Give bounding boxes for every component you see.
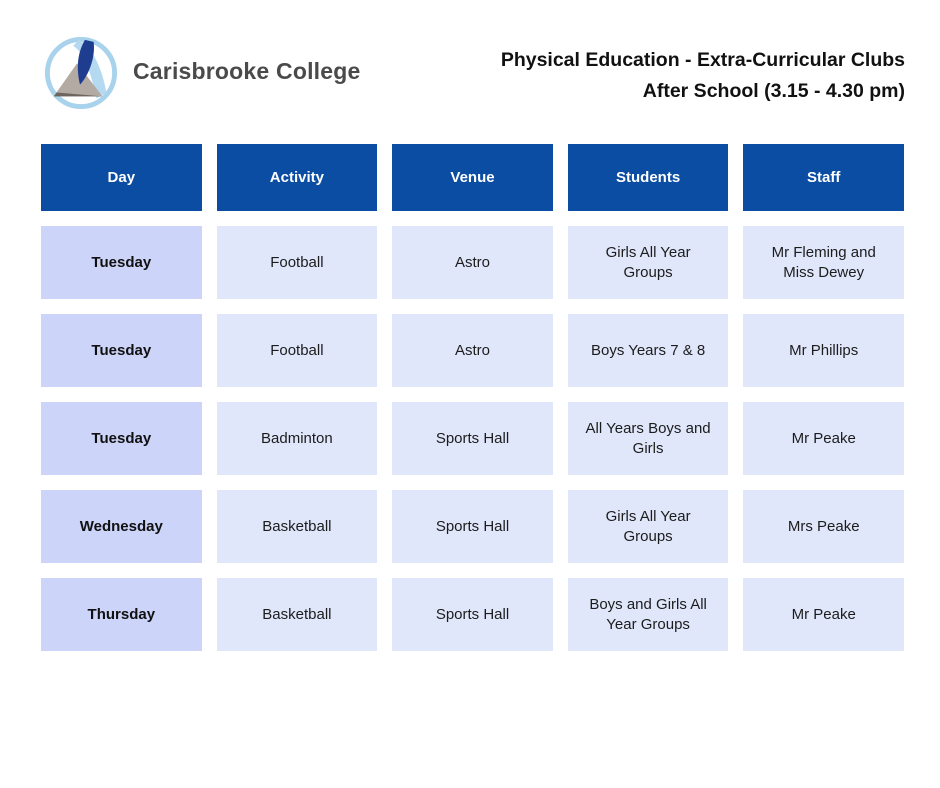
- column-header-activity: Activity: [217, 144, 378, 211]
- table-cell-staff: Mrs Peake: [743, 490, 904, 563]
- table-cell-activity: Football: [217, 226, 378, 299]
- column-header-staff: Staff: [743, 144, 904, 211]
- page-title-line1: Physical Education - Extra-Curricular Clubs: [500, 49, 905, 71]
- page-title: [501, 36, 905, 107]
- table-cell-activity: Football: [217, 314, 378, 387]
- page-title-line2: After School (3.15 - 4.30 pm): [642, 80, 905, 102]
- table-cell-students: Girls All Year Groups: [568, 226, 729, 299]
- college-logo: [42, 36, 360, 110]
- college-logo-icon: [42, 36, 120, 110]
- table-cell-activity: Basketball: [217, 490, 378, 563]
- column-header-day: Day: [41, 144, 202, 211]
- college-name: Carisbrooke College: [133, 57, 361, 84]
- page-header: [0, 0, 940, 110]
- table-cell-venue: Astro: [392, 226, 553, 299]
- table-cell-day: Tuesday: [41, 402, 202, 475]
- table-cell-day: Tuesday: [41, 226, 202, 299]
- column-header-venue: Venue: [392, 144, 553, 211]
- table-cell-students: Girls All Year Groups: [568, 490, 729, 563]
- column-header-students: Students: [568, 144, 729, 211]
- table-cell-staff: Mr Peake: [743, 402, 904, 475]
- table-cell-students: Boys and Girls All Year Groups: [568, 578, 729, 651]
- table-cell-venue: Sports Hall: [392, 490, 553, 563]
- table-cell-students: All Years Boys and Girls: [568, 402, 729, 475]
- table-cell-venue: Sports Hall: [392, 402, 553, 475]
- table-cell-venue: Sports Hall: [392, 578, 553, 651]
- table-cell-venue: Astro: [392, 314, 553, 387]
- table-cell-staff: Mr Fleming and Miss Dewey: [743, 226, 904, 299]
- table-cell-activity: Badminton: [217, 402, 378, 475]
- table-cell-staff: Mr Phillips: [743, 314, 904, 387]
- table-cell-staff: Mr Peake: [743, 578, 904, 651]
- table-cell-students: Boys Years 7 & 8: [568, 314, 729, 387]
- table-cell-activity: Basketball: [217, 578, 378, 651]
- table-cell-day: Wednesday: [41, 490, 202, 563]
- table-cell-day: Tuesday: [41, 314, 202, 387]
- table-cell-day: Thursday: [41, 578, 202, 651]
- clubs-table: [41, 144, 904, 651]
